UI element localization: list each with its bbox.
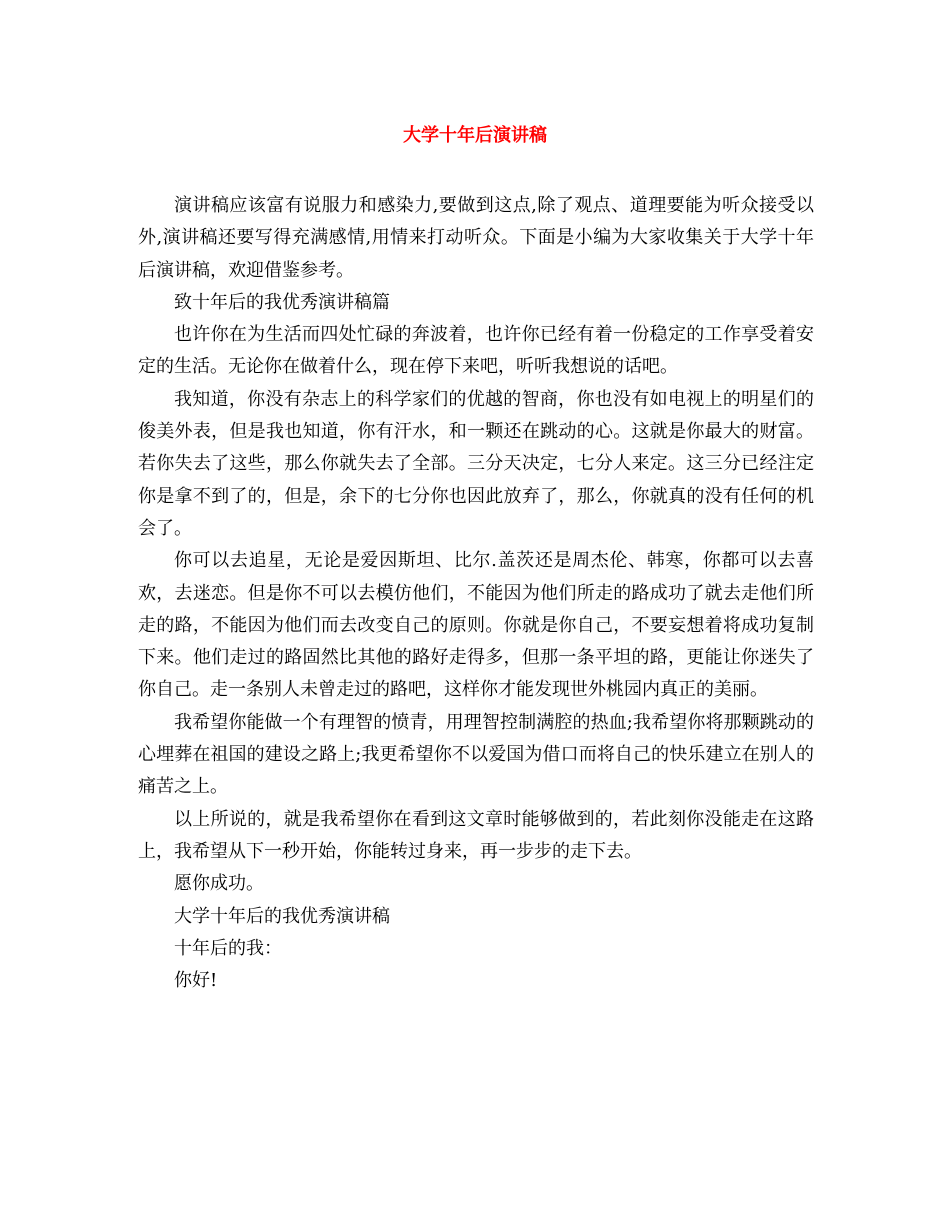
paragraph: 我知道，你没有杂志上的科学家们的优越的智商，你也没有如电视上的明星们的俊美外表，但是我也知道，你有汗水，和一颗还在跳动的心。这就是你最大的财富。若你失去了这些，那么你就失去了全部。三分天决定，七分人来定。这三分已经注定你是拿不到了的，但是，余下的七分你也因此放弃了，那么，你就真的没有任何的机会了。 (138, 388, 814, 539)
paragraph-intro: 演讲稿应该富有说服力和感染力,要做到这点,除了观点、道理要能为听众接受以外,演讲稿还要写得充满感情,用情来打动听众。下面是小编为大家收集关于大学十年后演讲稿，欢迎借鉴参考。 (138, 195, 814, 281)
paragraph: 以上所说的，就是我希望你在看到这文章时能够做到的，若此刻你没能走在这路上，我希望从下一秒开始，你能转过身来，再一步步的走下去。 (138, 808, 814, 862)
paragraph: 你可以去追星，无论是爱因斯坦、比尔.盖茨还是周杰伦、韩寒，你都可以去喜欢，去迷恋。但是你不可以去模仿他们，不能因为他们所走的路成功了就去走他们所走的路，不能因为他们而去改变自己的原则。你就是你自己，不要妄想着将成功复制下来。他们走过的路固然比其他的路好走得多，但那一条平坦的路，更能让你迷失了你自己。走一条别人未曾走过的路吧，这样你才能发现世外桃园内真正的美丽。 (138, 550, 814, 701)
section-heading-1: 致十年后的我优秀演讲稿篇 (174, 291, 390, 313)
section-heading-2: 大学十年后的我优秀演讲稿 (174, 905, 390, 927)
paragraph: 我希望你能做一个有理智的愤青，用理智控制满腔的热血;我希望你将那颗跳动的心埋葬在祖国的建设之路上;我更希望你不以爱国为借口而将自己的快乐建立在别人的痛苦之上。 (138, 711, 814, 798)
paragraph: 也许你在为生活而四处忙碌的奔波着，也许你已经有着一份稳定的工作享受着安定的生活。无论你在做着什么，现在停下来吧，听听我想说的话吧。 (138, 324, 814, 378)
paragraph-closing: 愿你成功。 (174, 873, 264, 895)
letter-greeting: 你好! (174, 970, 218, 992)
document-title: 大学十年后演讲稿 (403, 125, 547, 146)
document-body (138, 190, 814, 997)
letter-salutation: 十年后的我： (174, 937, 282, 959)
